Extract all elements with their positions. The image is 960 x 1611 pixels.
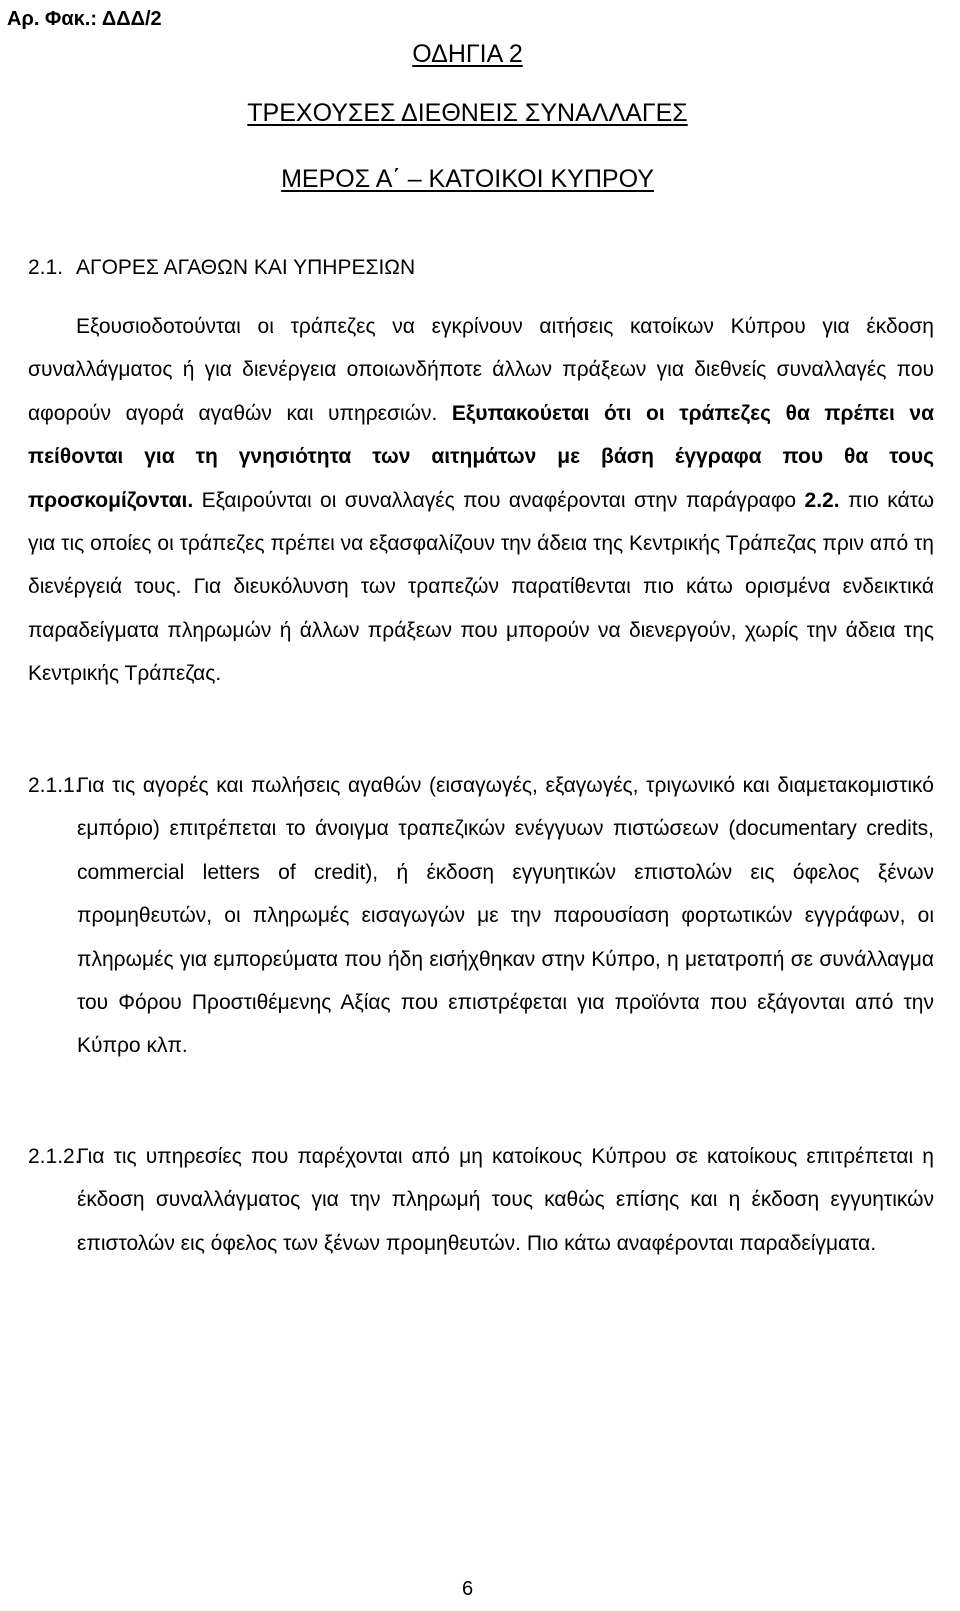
subsection-number: 2.1.2.: [28, 1145, 81, 1168]
subsection-number: 2.1.1.: [28, 774, 81, 797]
directive-title: [0, 38, 935, 70]
subject-title-text: ΤΡΕΧΟΥΣΕΣ ΔΙΕΘΝΕΙΣ ΣΥΝΑΛΛΑΓΕΣ: [247, 99, 688, 127]
subsection-2-1-2: [28, 1135, 934, 1265]
section-intro-paragraph: [28, 305, 934, 696]
subsection-text: Για τις αγορές και πωλήσεις αγαθών (εισαγωγές, εξαγωγές, τριγωνικό και διαμετακομιστικό εμπόριο) επιτρέπεται το άνοιγμα τραπεζικών ενέγγυων πιστώσεων (documentary credits, commercial letters of credit), ή έκδοση εγγυητικών επιστολών εις όφελος ξένων προμηθευτών, οι πληρωμές εισαγωγών με την παρουσίαση φορτωτικών εγγράφων, οι πληρωμές για εμπορεύματα που ήδη εισήχθηκαν στην Κύπρο, η μετατροπή σε συνάλλαγμα του Φόρου Προστιθέμενης Αξίας που επιστρέφεται για προϊόντα που εξάγονται από την Κύπρο κλπ.: [77, 774, 934, 1058]
directive-title-text: ΟΔΗΓΙΑ 2: [412, 40, 523, 68]
subsection-2-1-1: [28, 764, 934, 1068]
intro-paragraph-ref: 2.2.: [804, 488, 840, 512]
section-heading: [28, 254, 415, 282]
subsection-text: Για τις υπηρεσίες που παρέχονται από μη κατοίκους Κύπρου σε κατοίκους επιτρέπεται η έκδοση συναλλάγματος για την πληρωμή τους καθώς επίσης και η έκδοση εγγυητικών επιστολών εις όφελος των ξένων προμηθευτών. Πιο κάτω αναφέρονται παραδείγματα.: [77, 1145, 934, 1255]
intro-text-2: Εξαιρούνται οι συναλλαγές που αναφέρονται στην παράγραφο: [193, 488, 805, 512]
part-title: [0, 163, 935, 195]
intro-bold-text: Εξυπακούεται ότι οι τράπεζες θα πρέπει να πείθονται για τη γνησιότητα των αιτημάτων με βάση έγγραφα που θα τους προσκομίζονται.: [28, 401, 934, 512]
part-title-text: ΜΕΡΟΣ Α΄ – ΚΑΤΟΙΚΟΙ ΚΥΠΡΟΥ: [281, 165, 654, 193]
intro-text-1: Εξουσιοδοτούνται οι τράπεζες να εγκρίνουν αιτήσεις κατοίκων Κύπρου για έκδοση συναλλάγματος ή για διενέργεια οποιωνδήποτε άλλων πράξεων για διεθνείς συναλλαγές που αφορούν αγορά αγαθών και υπηρεσιών.: [28, 315, 934, 425]
subject-title: [0, 97, 935, 129]
file-reference: Αρ. Φακ.: ΔΔΔ/2: [7, 8, 162, 30]
section-number: 2.1.: [28, 256, 64, 279]
intro-text-3: πιο κάτω για τις οποίες οι τράπεζες πρέπει να εξασφαλίζουν την άδεια της Κεντρικής Τράπεζας πριν από τη διενέργειά τους. Για διευκόλυνση των τραπεζών παρατίθενται πιο κάτω ορισμένα ενδεικτικά παραδείγματα πληρωμών ή άλλων πράξεων που μπορούν να διενεργούν, χωρίς την άδεια της Κεντρικής Τράπεζας.: [28, 488, 934, 686]
section-title: ΑΓΟΡΕΣ ΑΓΑΘΩΝ ΚΑΙ ΥΠΗΡΕΣΙΩΝ: [76, 256, 416, 279]
page-number: 6: [461, 1578, 474, 1600]
